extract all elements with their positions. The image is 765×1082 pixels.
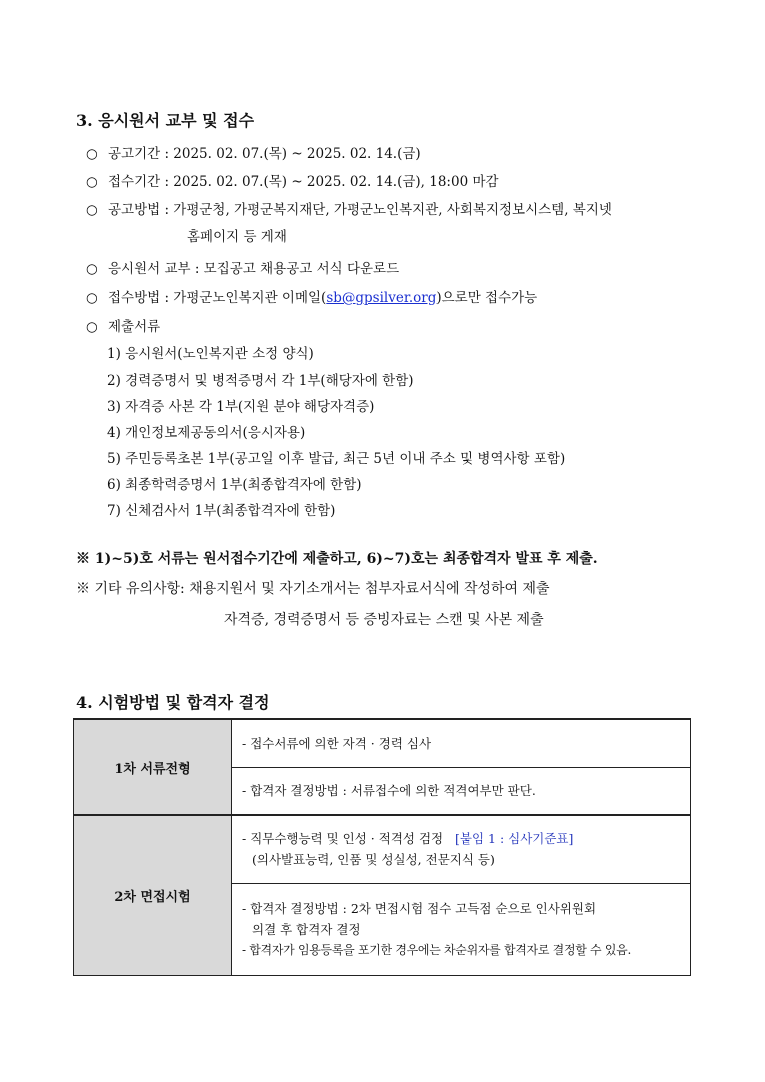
table-row bbox=[74, 815, 691, 883]
circle-bullet-icon: ○ bbox=[86, 261, 98, 277]
list-item-submission-method bbox=[86, 286, 537, 306]
item-text: 공고기간 : 2025. 02. 07.(목) ~ 2025. 02. 14.(금) bbox=[108, 146, 421, 162]
note-submission-timing: ※ 1)~5)호 서류는 원서접수기간에 제출하고, 6)~7)호는 최종합격자 발표 후 제출. bbox=[76, 551, 598, 567]
list-item-announcement-method bbox=[86, 198, 612, 218]
section4-title: 4. 시험방법 및 합격자 결정 bbox=[76, 693, 270, 712]
document-item-7: 7) 신체검사서 1부(최종합격자에 한함) bbox=[107, 503, 336, 519]
item-text: 접수방법 : 가평군노인복지관 이메일( bbox=[108, 290, 327, 306]
list-item-receipt-period bbox=[86, 170, 499, 190]
item-text: 제출서류 bbox=[108, 319, 161, 335]
document-item-5: 5) 주민등록초본 1부(공고일 이후 발급, 최근 5년 이내 주소 및 병역사항 포함) bbox=[107, 451, 566, 467]
list-item-announcement-period bbox=[86, 142, 421, 162]
note-other-instructions-continuation: 자격증, 경력증명서 등 증빙자료는 스캔 및 사본 제출 bbox=[224, 612, 544, 628]
document-item-1: 1) 응시원서(노인복지관 소정 양식) bbox=[107, 346, 314, 362]
section3-title: 3. 응시원서 교부 및 접수 bbox=[76, 111, 255, 130]
stage1-decision-method: - 합격자 결정방법 : 서류접수에 의한 적격여부만 판단. bbox=[232, 767, 691, 815]
document-item-6: 6) 최종학력증명서 1부(최종합격자에 한함) bbox=[107, 477, 362, 493]
stage2-criteria-text: - 직무수행능력 및 인성 · 적격성 검정 bbox=[242, 831, 444, 847]
document-item-4: 4) 개인정보제공동의서(응시자용) bbox=[107, 425, 306, 441]
document-item-3: 3) 자격증 사본 각 1부(지원 분야 해당자격증) bbox=[107, 399, 375, 415]
stage2-label: 2차 면접시험 bbox=[74, 815, 232, 975]
list-item-application-form bbox=[86, 257, 399, 277]
stage2-criteria-line bbox=[242, 828, 680, 849]
stage1-label: 1차 서류전형 bbox=[74, 719, 232, 815]
announcement-method-continuation: 홈페이지 등 게재 bbox=[187, 229, 287, 245]
item-text: 공고방법 : 가평군청, 가평군복지재단, 가평군노인복지관, 사회복지정보시스템, 복지넷 bbox=[108, 202, 612, 218]
exam-method-table bbox=[73, 718, 691, 976]
circle-bullet-icon: ○ bbox=[86, 146, 98, 162]
stage2-criteria bbox=[232, 815, 691, 883]
stage2-decision-method bbox=[232, 883, 691, 975]
item-text: 접수기간 : 2025. 02. 07.(목) ~ 2025. 02. 14.(금), 18:00 마감 bbox=[108, 174, 499, 190]
circle-bullet-icon: ○ bbox=[86, 290, 98, 306]
appendix-reference: [붙임 1 : 심사기준표] bbox=[455, 831, 574, 847]
stage2-decision-line2: 의결 후 합격자 결정 bbox=[252, 921, 361, 937]
circle-bullet-icon: ○ bbox=[86, 202, 98, 218]
stage1-criteria: - 접수서류에 의한 자격 · 경력 심사 bbox=[232, 719, 691, 767]
stage2-criteria-detail: (의사발표능력, 인품 및 성실성, 전문지식 등) bbox=[252, 852, 495, 868]
stage2-decision-line1: - 합격자 결정방법 : 2차 면접시험 점수 고득점 순으로 인사위원회 bbox=[242, 900, 597, 916]
table-row bbox=[74, 719, 691, 767]
email-link[interactable]: sb@gpsilver.org bbox=[326, 290, 437, 306]
document-item-2: 2) 경력증명서 및 병적증명서 각 1부(해당자에 한함) bbox=[107, 373, 414, 389]
item-text-suffix: )으로만 접수가능 bbox=[436, 290, 538, 306]
list-item-documents bbox=[86, 315, 160, 335]
stage2-decision-line3: - 합격자가 임용등록을 포기한 경우에는 차순위자를 합격자로 결정할 수 있음. bbox=[242, 942, 631, 957]
item-text: 응시원서 교부 : 모집공고 채용공고 서식 다운로드 bbox=[108, 261, 400, 277]
circle-bullet-icon: ○ bbox=[86, 319, 98, 335]
note-other-instructions: ※ 기타 유의사항: 채용지원서 및 자기소개서는 첨부자료서식에 작성하여 제출 bbox=[76, 581, 550, 597]
circle-bullet-icon: ○ bbox=[86, 174, 98, 190]
